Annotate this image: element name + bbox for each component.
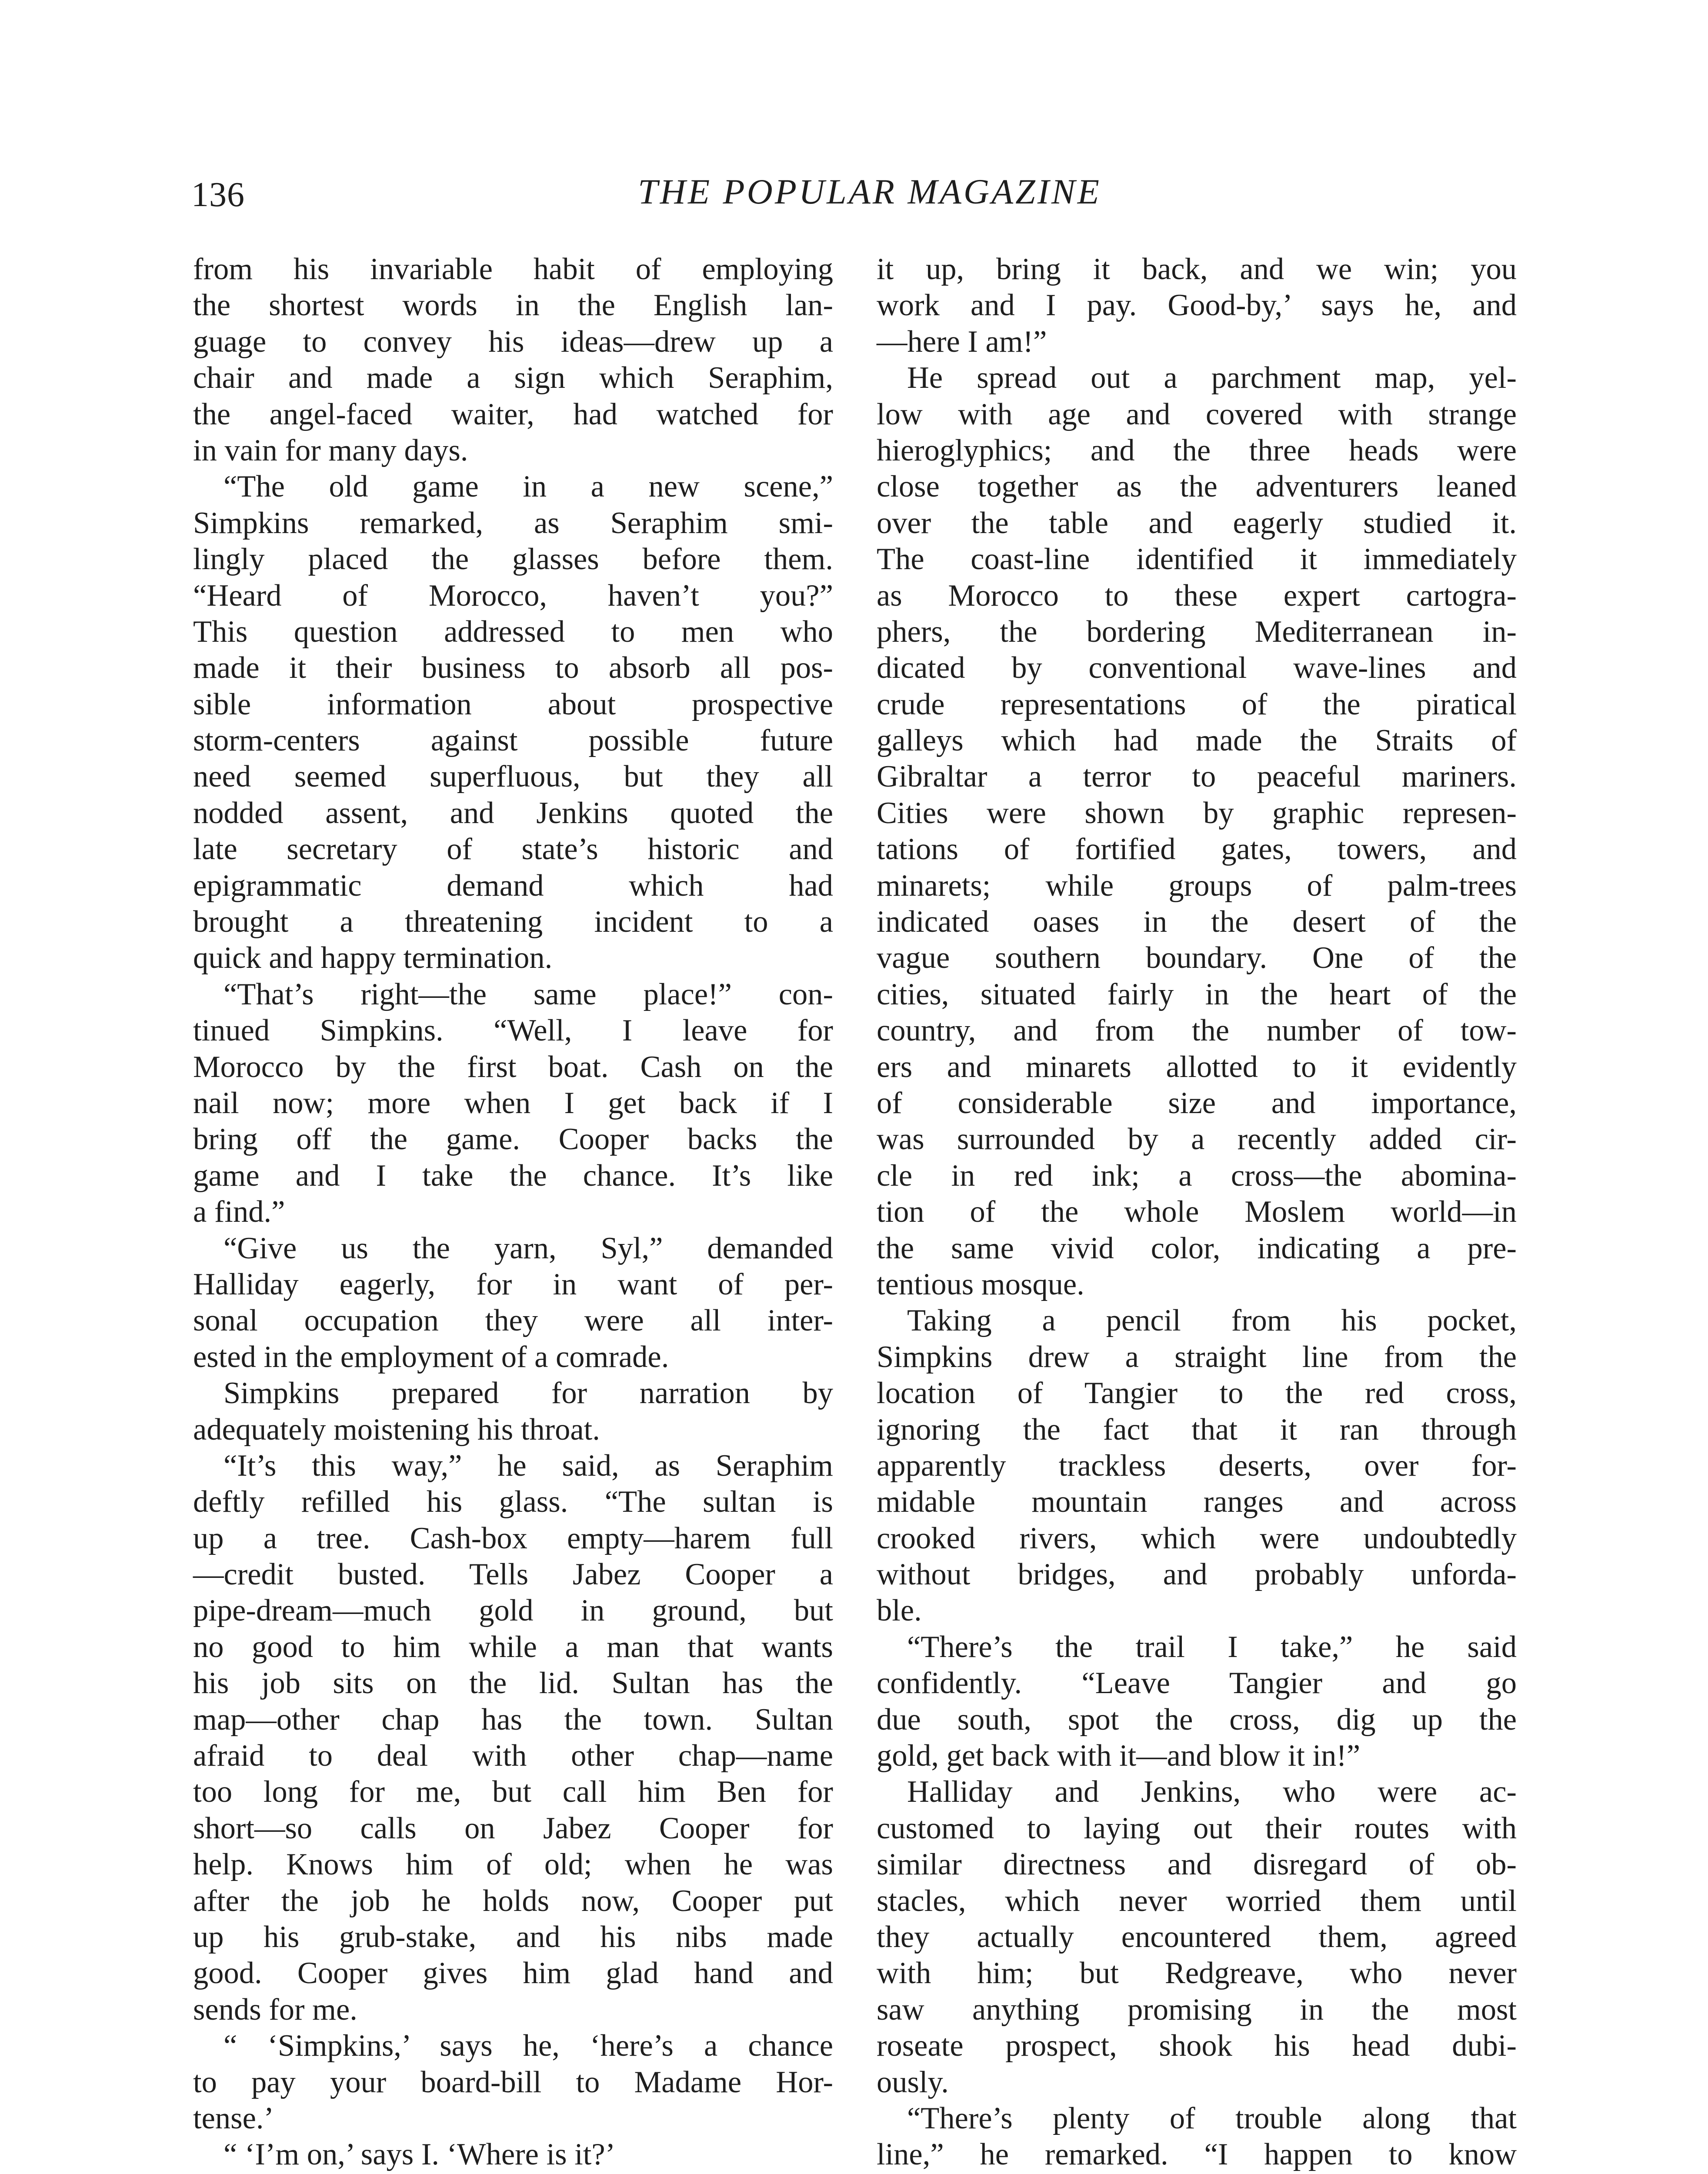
text-line: deftly refilled his glass. “The sultan is <box>193 1485 833 1519</box>
text-line: Cities were shown by graphic represen- <box>877 796 1517 830</box>
text-line: late secretary of state’s historic and <box>193 832 833 867</box>
text-line: after the job he holds now, Cooper put <box>193 1884 833 1918</box>
text-line: minarets; while groups of palm-trees <box>877 868 1517 903</box>
page-number: 136 <box>191 176 245 214</box>
text-line: chair and made a sign which Seraphim, <box>193 361 833 395</box>
text-line: gold, get back with it—and blow it in!” <box>877 1739 1361 1773</box>
text-line: hieroglyphics; and the three heads were <box>877 433 1517 467</box>
text-line: low with age and covered with strange <box>877 397 1517 431</box>
text-line: Simpkins drew a straight line from the <box>877 1340 1517 1374</box>
text-line: Halliday and Jenkins, who were ac- <box>907 1775 1517 1809</box>
text-line: cities, situated fairly in the heart of the <box>877 977 1517 1011</box>
text-line: with him; but Redgreave, who never <box>877 1956 1517 1991</box>
text-line: Taking a pencil from his pocket, <box>907 1304 1517 1338</box>
text-line: dicated by conventional wave-lines and <box>877 651 1517 685</box>
text-line: —here I am!” <box>877 324 1047 359</box>
text-line: “Heard of Morocco, haven’t you?” <box>193 578 833 613</box>
text-line: sonal occupation they were all inter- <box>193 1304 833 1338</box>
text-line: the same vivid color, indicating a pre- <box>877 1231 1517 1265</box>
text-line: confidently. “Leave Tangier and go <box>877 1666 1517 1701</box>
text-line: similar directness and disregard of ob- <box>877 1847 1517 1882</box>
text-line: quick and happy termination. <box>193 941 553 975</box>
text-line: made it their business to absorb all pos- <box>193 651 833 685</box>
text-line: nail now; more when I get back if I <box>193 1086 833 1120</box>
text-line: saw anything promising in the most <box>877 1992 1517 2027</box>
text-line: sends for me. <box>193 1992 357 2027</box>
text-line: was surrounded by a recently added cir- <box>877 1122 1517 1157</box>
text-line: tinued Simpkins. “Well, I leave for <box>193 1014 833 1048</box>
text-line: —credit busted. Tells Jabez Cooper a <box>193 1557 833 1592</box>
text-line: ers and minarets allotted to it evidently <box>877 1050 1517 1084</box>
text-line: lingly placed the glasses before them. <box>193 542 833 577</box>
text-line: tentious mosque. <box>877 1267 1084 1301</box>
text-line: close together as the adventurers leaned <box>877 470 1517 504</box>
text-line: it up, bring it back, and we win; you <box>877 252 1517 286</box>
text-line: ested in the employment of a comrade. <box>193 1340 669 1374</box>
text-line: ble. <box>877 1594 922 1628</box>
running-head: THE POPULAR MAGAZINE <box>638 172 1101 211</box>
text-line: to pay your board-bill to Madame Hor- <box>193 2065 833 2099</box>
text-line: customed to laying out their routes with <box>877 1811 1517 1845</box>
text-column-right <box>877 251 1517 2174</box>
text-line: location of Tangier to the red cross, <box>877 1376 1517 1410</box>
text-line: “There’s plenty of trouble along that <box>907 2101 1517 2135</box>
text-line: This question addressed to men who <box>193 614 833 649</box>
text-line: sible information about prospective <box>193 687 833 721</box>
text-line: line,” he remarked. “I happen to know <box>877 2137 1517 2172</box>
text-line: “There’s the trail I take,” he said <box>907 1630 1517 1664</box>
text-line: cle in red ink; a cross—the abomina- <box>877 1158 1517 1193</box>
text-line: “It’s this way,” he said, as Seraphim <box>224 1448 833 1483</box>
text-line: up a tree. Cash-box empty—harem full <box>193 1521 833 1555</box>
text-line: He spread out a parchment map, yel- <box>907 361 1517 395</box>
text-line: “ ‘I’m on,’ says I. ‘Where is it?’ <box>224 2137 616 2172</box>
text-line: epigrammatic demand which had <box>193 868 833 903</box>
text-line: Halliday eagerly, for in want of per- <box>193 1267 833 1301</box>
text-line: indicated oases in the desert of the <box>877 905 1517 939</box>
text-line: tations of fortified gates, towers, and <box>877 832 1517 867</box>
text-line: The coast-line identified it immediately <box>877 542 1517 577</box>
text-line: roseate prospect, shook his head dubi- <box>877 2029 1517 2063</box>
text-line: tense.’ <box>193 2101 274 2135</box>
text-line: apparently trackless deserts, over for- <box>877 1448 1517 1483</box>
text-line: country, and from the number of tow- <box>877 1014 1517 1048</box>
text-line: afraid to deal with other chap—name <box>193 1739 833 1773</box>
text-line: “ ‘Simpkins,’ says he, ‘here’s a chance <box>224 2029 833 2063</box>
text-line: in vain for many days. <box>193 433 468 467</box>
text-line: Simpkins remarked, as Seraphim smi- <box>193 506 833 540</box>
text-line: “That’s right—the same place!” con- <box>224 977 833 1011</box>
text-line: map—other chap has the town. Sultan <box>193 1702 833 1737</box>
text-line: pipe-dream—much gold in ground, but <box>193 1594 833 1628</box>
text-line: bring off the game. Cooper backs the <box>193 1122 833 1157</box>
text-line: “The old game in a new scene,” <box>224 470 833 504</box>
text-line: up his grub-stake, and his nibs made <box>193 1920 833 1954</box>
text-line: Morocco by the first boat. Cash on the <box>193 1050 833 1084</box>
text-line: they actually encountered them, agreed <box>877 1920 1517 1954</box>
text-line: the angel-faced waiter, had watched for <box>193 397 833 431</box>
text-line: his job sits on the lid. Sultan has the <box>193 1666 833 1701</box>
text-line: too long for me, but call him Ben for <box>193 1775 833 1809</box>
text-line: storm-centers against possible future <box>193 724 833 758</box>
text-line: the shortest words in the English lan- <box>193 288 833 323</box>
text-line: of considerable size and importance, <box>877 1086 1517 1120</box>
text-line: good. Cooper gives him glad hand and <box>193 1956 833 1991</box>
text-line: short—so calls on Jabez Cooper for <box>193 1811 833 1845</box>
text-line: brought a threatening incident to a <box>193 905 833 939</box>
text-line: vague southern boundary. One of the <box>877 941 1517 975</box>
text-line: over the table and eagerly studied it. <box>877 506 1517 540</box>
text-column-left <box>193 251 833 2174</box>
text-line: help. Knows him of old; when he was <box>193 1847 833 1882</box>
text-line: a find.” <box>193 1195 285 1229</box>
text-line: from his invariable habit of employing <box>193 252 833 286</box>
text-line: as Morocco to these expert cartogra- <box>877 578 1517 613</box>
text-line: work and I pay. Good-by,’ says he, and <box>877 288 1517 323</box>
text-line: without bridges, and probably unforda- <box>877 1557 1517 1592</box>
text-line: ignoring the fact that it ran through <box>877 1412 1517 1447</box>
text-line: Simpkins prepared for narration by <box>224 1376 833 1410</box>
text-line: need seemed superfluous, but they all <box>193 760 833 794</box>
text-line: crooked rivers, which were undoubtedly <box>877 1521 1517 1555</box>
text-line: “Give us the yarn, Syl,” demanded <box>224 1231 833 1265</box>
text-line: game and I take the chance. It’s like <box>193 1158 833 1193</box>
text-line: midable mountain ranges and across <box>877 1485 1517 1519</box>
text-line: ously. <box>877 2065 949 2099</box>
text-line: galleys which had made the Straits of <box>877 724 1517 758</box>
text-line: crude representations of the piratical <box>877 687 1517 721</box>
text-line: no good to him while a man that wants <box>193 1630 833 1664</box>
text-line: Gibraltar a terror to peaceful mariners. <box>877 760 1517 794</box>
text-line: due south, spot the cross, dig up the <box>877 1702 1517 1737</box>
text-line: guage to convey his ideas—drew up a <box>193 324 833 359</box>
text-line: tion of the whole Moslem world—in <box>877 1195 1517 1229</box>
text-line: adequately moistening his throat. <box>193 1412 600 1447</box>
text-line: nodded assent, and Jenkins quoted the <box>193 796 833 830</box>
text-line: phers, the bordering Mediterranean in- <box>877 614 1517 649</box>
text-line: stacles, which never worried them until <box>877 1884 1517 1918</box>
